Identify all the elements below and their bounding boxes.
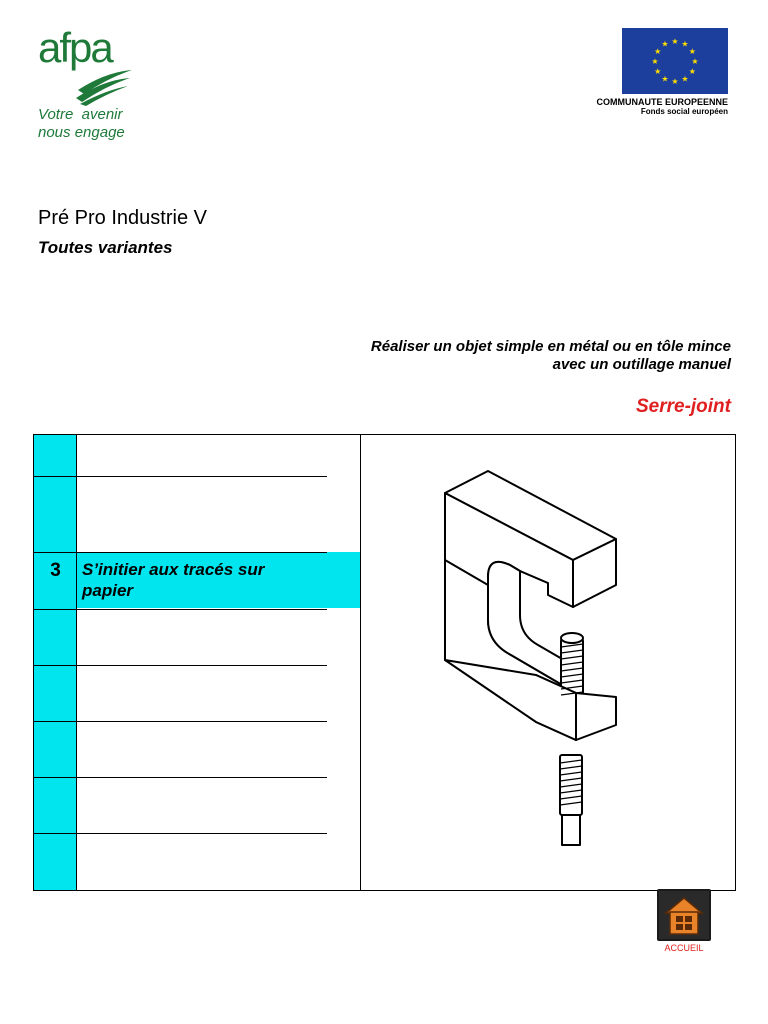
afpa-swoosh-icon bbox=[76, 70, 132, 106]
module-label[interactable] bbox=[82, 559, 352, 601]
eu-org-name: COMMUNAUTE EUROPEENNE bbox=[596, 97, 728, 107]
afpa-tagline bbox=[38, 106, 125, 142]
document-title: Pré Pro Industrie V bbox=[38, 207, 207, 229]
eu-star-icon: ★ bbox=[671, 77, 679, 86]
module-number-column bbox=[34, 435, 77, 890]
eu-flag-icon bbox=[622, 28, 728, 94]
objective-line-1: Réaliser un objet simple en métal ou en tôle mince bbox=[370, 338, 731, 355]
eu-fund-name: Fonds social européen bbox=[640, 107, 728, 116]
eu-star-icon: ★ bbox=[681, 74, 689, 84]
row-divider bbox=[34, 721, 327, 722]
eu-caption bbox=[560, 97, 728, 117]
module-label-line-2: papier bbox=[82, 581, 134, 600]
home-label[interactable]: ACCUEIL bbox=[664, 943, 704, 953]
module-table bbox=[33, 434, 736, 891]
eu-star-icon: ★ bbox=[654, 47, 662, 56]
eu-star-icon: ★ bbox=[671, 37, 679, 46]
eu-star-icon: ★ bbox=[691, 57, 699, 66]
row-divider bbox=[34, 665, 327, 666]
eu-star-icon: ★ bbox=[688, 67, 696, 76]
row-divider bbox=[34, 476, 327, 477]
objective-text bbox=[311, 338, 731, 374]
home-icon bbox=[657, 889, 711, 941]
c-clamp-drawing bbox=[328, 435, 736, 890]
module-number: 3 bbox=[50, 560, 61, 581]
afpa-logo bbox=[36, 28, 136, 106]
eu-star-icon: ★ bbox=[651, 57, 659, 66]
module-label-column bbox=[77, 435, 361, 890]
row-divider bbox=[34, 552, 327, 553]
home-button[interactable] bbox=[657, 889, 711, 941]
eu-star-icon: ★ bbox=[661, 39, 669, 49]
eu-star-icon: ★ bbox=[661, 74, 669, 84]
tagline-line-1: Votre avenir bbox=[38, 106, 123, 123]
document-subtitle: Toutes variantes bbox=[38, 238, 173, 257]
row-divider bbox=[34, 777, 327, 778]
tagline-line-2: nous engage bbox=[38, 124, 125, 141]
eu-star-icon: ★ bbox=[681, 39, 689, 49]
row-divider bbox=[34, 833, 327, 834]
afpa-logo-text: afpa bbox=[38, 28, 112, 71]
eu-stars-icon bbox=[622, 28, 728, 94]
object-name: Serre-joint bbox=[635, 396, 731, 417]
eu-star-icon: ★ bbox=[654, 67, 662, 76]
row-divider bbox=[34, 609, 327, 610]
module-label-line-1: S’initier aux tracés sur bbox=[82, 560, 265, 579]
eu-star-icon: ★ bbox=[688, 47, 696, 56]
objective-line-2: avec un outillage manuel bbox=[552, 356, 731, 373]
